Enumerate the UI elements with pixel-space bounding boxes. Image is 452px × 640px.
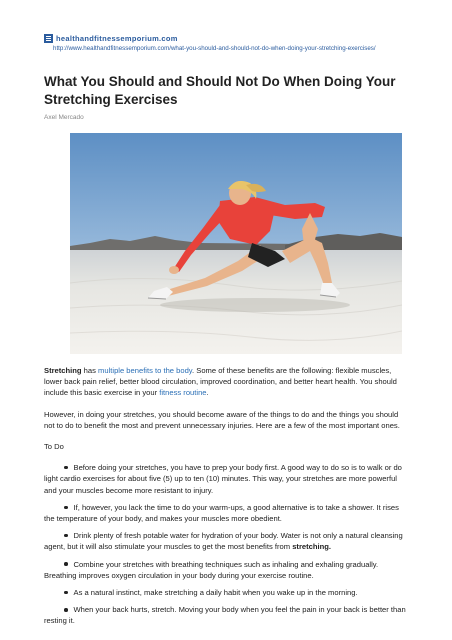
list-item xyxy=(44,604,410,626)
hero-photo xyxy=(70,133,402,354)
list-item xyxy=(44,502,410,524)
list-item-text: Drink plenty of fresh potable water for hydration of your body. Water is not only a natural cleansing agent, but it will also stimulate your muscles to get the most benefits from xyxy=(44,531,403,552)
bullet-icon xyxy=(64,534,68,538)
list-item-text: If, however, you lack the time to do your warm-ups, a good alternative is to take a shower. It rises the temperature of your body, and makes your muscles more obedient. xyxy=(44,502,399,524)
list-item-text: Before doing your stretches, you have to prep your body first. A good way to do so is to walk or do light cardio exercises for about five (5) up to ten (10) minutes. This way, your stretches are more powerful and your muscles become more resistant to injury. xyxy=(44,463,402,495)
list-item-text: As a natural instinct, make stretching a daily habit when you wake up in the morning. xyxy=(73,588,358,598)
page-url[interactable]: http://www.healthandfitnessemporium.com/what-you-should-and-should-not-do-when-doing-your-stretching-exercises/ xyxy=(53,45,376,52)
site-logo-icon xyxy=(44,34,53,43)
intro-paragraph xyxy=(44,365,410,399)
intro-text-2: . xyxy=(206,388,209,398)
title-line-1: What You Should and Should Not Do When Doing Your xyxy=(44,74,396,89)
intro-text-1: . Some of these benefits are the following: flexible muscles, lower back pain relief, better blood circulation, improved coordination, and better heart health. You should include this basic exercise in your xyxy=(44,366,397,398)
paragraph-2: However, in doing your stretches, you should become aware of the things to do and the things you should not to do to benefit the most and prevent unnecessary injuries. Here are a few of the most important ones. xyxy=(44,409,400,430)
intro-bold-word: Stretching xyxy=(44,366,82,375)
intro-has: has xyxy=(81,366,99,375)
list-item xyxy=(44,559,410,581)
bullet-icon xyxy=(64,591,68,595)
bullet-icon xyxy=(64,506,68,510)
list-item xyxy=(44,587,410,598)
todo-heading: To Do xyxy=(44,442,64,452)
article-body xyxy=(44,365,410,633)
bullet-icon xyxy=(64,608,68,612)
article-title xyxy=(44,73,424,109)
benefits-link[interactable]: multiple benefits to the body xyxy=(98,366,193,375)
todo-list xyxy=(44,462,410,626)
list-item xyxy=(44,462,410,496)
bullet-icon xyxy=(64,562,68,566)
site-name[interactable]: healthandfitnessemporium.com xyxy=(56,33,178,43)
stretching-woman-photo xyxy=(70,133,402,354)
fitness-routine-link[interactable]: fitness routine xyxy=(159,388,207,398)
title-line-2: Stretching Exercises xyxy=(44,92,178,107)
list-item-bold: stretching. xyxy=(292,542,332,552)
site-header xyxy=(44,33,444,52)
list-item-text: Combine your stretches with breathing techniques such as inhaling and exhaling gradually. Breathing improves oxygen circulation in your body during your exercise routine. xyxy=(44,559,379,580)
list-item-text: When your back hurts, stretch. Moving your body when you feel the pain in your back is better than resting it. xyxy=(44,605,406,626)
list-item xyxy=(44,530,410,552)
author-name: Axel Mercado xyxy=(44,114,84,121)
bullet-icon xyxy=(64,466,68,470)
